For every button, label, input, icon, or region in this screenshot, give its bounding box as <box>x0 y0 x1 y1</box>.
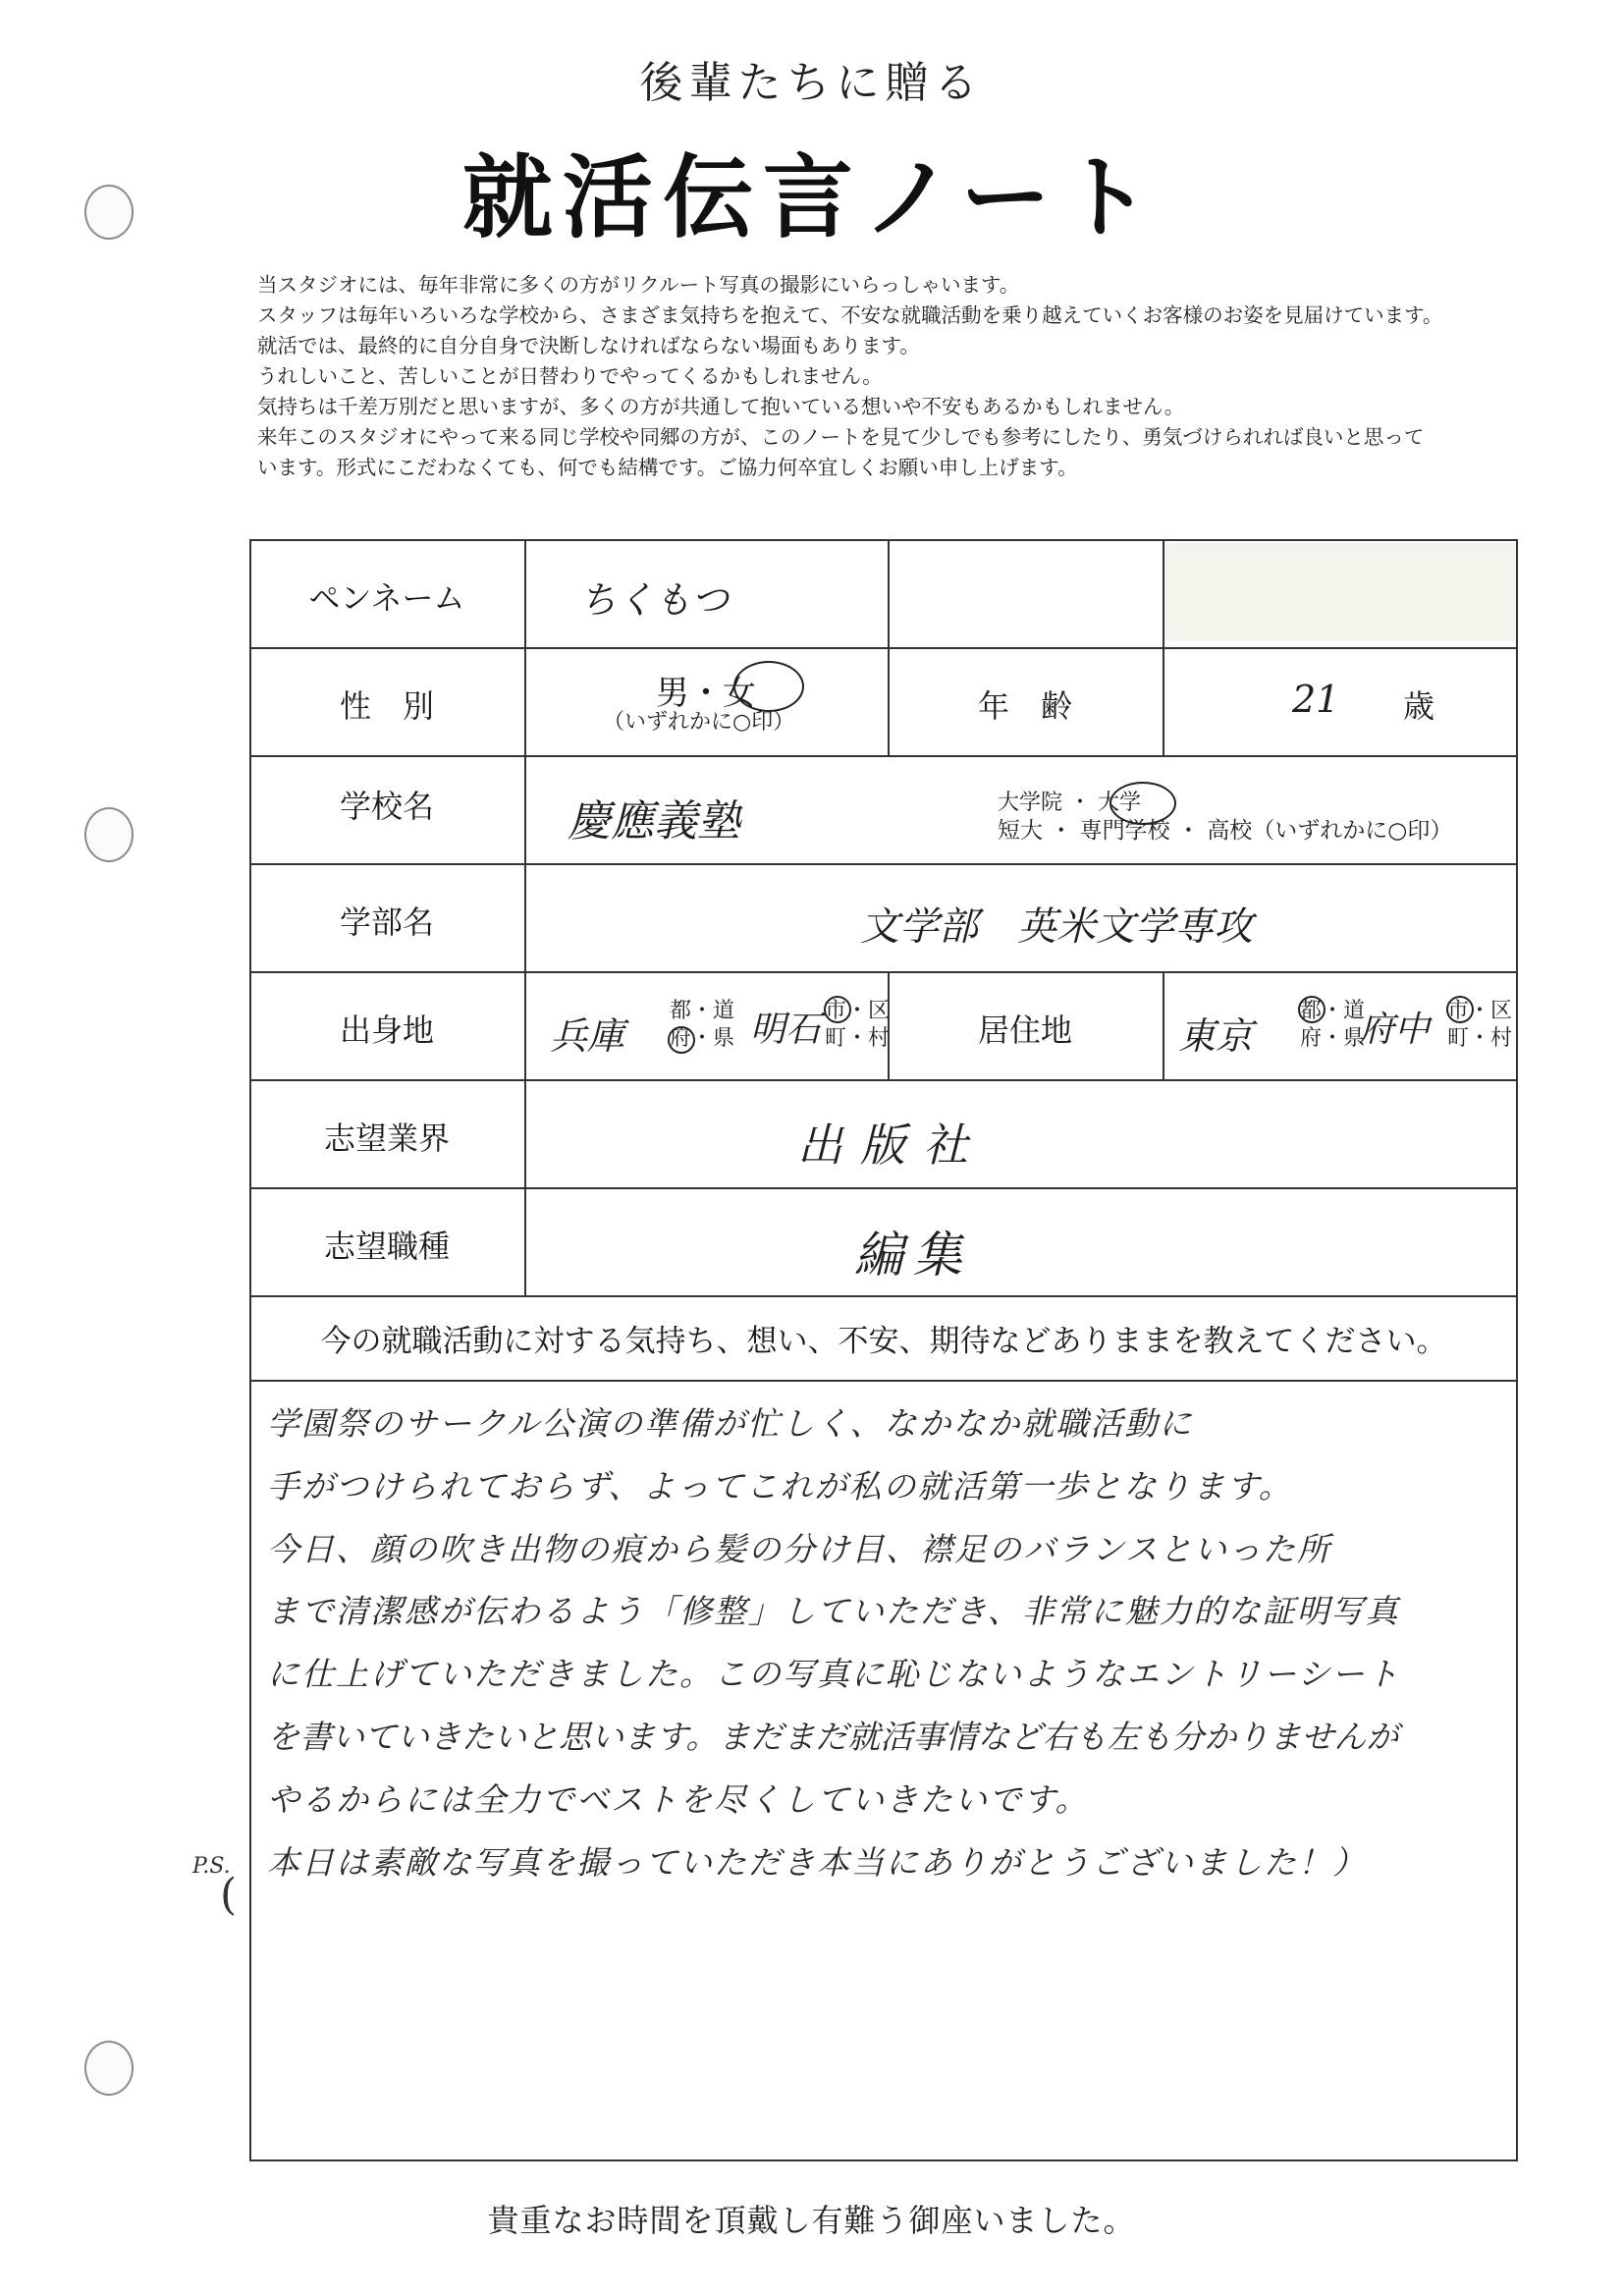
gender-label: 性 別 <box>339 687 434 725</box>
residence-prefecture-suffix: 都・道 府・県 <box>1300 999 1366 1051</box>
essay-line: やるからには全力でベストを尽くしていきたいです。 <box>267 1779 1090 1819</box>
intro-line: 当スタジオには、毎年非常に多くの方がリクルート写真の撮影にいらっしゃいます。 <box>257 273 1020 297</box>
column-divider <box>1163 539 1164 755</box>
school-label: 学校名 <box>339 788 434 825</box>
intro-line: います。形式にこだわなくても、何でも結構です。ご協力何卒宜しくお願い申し上げます。 <box>257 456 1078 479</box>
faculty-value: 文学部 英米文学専攻 <box>860 904 1253 950</box>
residence-label: 居住地 <box>977 1011 1072 1049</box>
industry-value: 出版社 <box>797 1119 986 1172</box>
pen-name-label: ペンネーム <box>308 579 465 617</box>
intro-line: 気持ちは千差万別だと思いますが、多くの方が共通して抱いている想いや不安もあるかもしれません。 <box>257 395 1185 418</box>
school-value: 慶應義塾 <box>568 796 740 847</box>
gender-note: （いずれかに○印） <box>603 710 795 735</box>
residence-city-suffix: 市・区 町・村 <box>1447 999 1513 1051</box>
essay-line: を書いていきたいと思います。まだまだ就活事情など右も左も分かりませんが <box>267 1717 1399 1756</box>
question-prompt: 今の就職活動に対する気持ち、想い、不安、期待などありままを教えてください。 <box>320 1324 1447 1359</box>
row-divider <box>249 1187 1518 1189</box>
row-divider <box>249 1295 1518 1297</box>
pen-name-value: ちくもつ <box>579 578 730 622</box>
intro-text <box>257 270 1593 483</box>
industry-label: 志望業界 <box>323 1120 450 1157</box>
column-divider <box>524 539 526 1295</box>
hometown-prefecture: 兵庫 <box>550 1014 625 1058</box>
hometown-city: 明石 <box>750 1010 822 1050</box>
intro-line: 来年このスタジオにやって来る同じ学校や同郷の方が、このノートを見て少しでも参考にしたり、勇気づけられれば良いと思って <box>257 425 1425 449</box>
residence-prefecture: 東京 <box>1178 1014 1254 1058</box>
row-divider <box>249 863 1518 865</box>
essay-line: 今日、顔の吹き出物の痕から髪の分け目、襟足のバランスといった所 <box>267 1529 1332 1568</box>
row-divider <box>249 1380 1518 1382</box>
essay-line: 学園祭のサークル公演の準備が忙しく、なかなか就職活動に <box>267 1404 1194 1443</box>
redacted-area <box>1164 543 1516 641</box>
hometown-label: 出身地 <box>339 1011 434 1049</box>
age-value: 21 <box>1292 678 1340 721</box>
row-divider <box>249 755 1518 757</box>
page-title: 就活伝言ノート <box>461 145 1162 250</box>
row-divider <box>249 971 1518 973</box>
school-type-line1: 大学院 ・ 大学 <box>998 791 1141 815</box>
intro-line: うれしいこと、苦しいことが日替わりでやってくるかもしれません。 <box>257 364 883 388</box>
ps-bracket: ( <box>220 1870 238 1920</box>
row-divider <box>249 647 1518 649</box>
job-label: 志望職種 <box>323 1228 450 1265</box>
faculty-label: 学部名 <box>339 903 434 941</box>
age-label: 年 齢 <box>977 687 1072 725</box>
age-unit: 歳 <box>1402 687 1434 725</box>
essay-line: 手がつけられておらず、よってこれが私の就活第一歩となります。 <box>267 1466 1293 1505</box>
residence-city: 府中 <box>1359 1010 1431 1050</box>
page-subtitle: 後輩たちに贈る <box>639 58 984 108</box>
punch-hole <box>84 2041 134 2096</box>
selection-circle <box>668 1026 695 1054</box>
essay-line: に仕上げていただきました。この写真に恥じないようなエントリーシート <box>267 1655 1401 1694</box>
essay-answer <box>267 1393 1504 1893</box>
hometown-prefecture-suffix: 都・道 府・県 <box>670 999 735 1051</box>
intro-line: 就活では、最終的に自分自身で決断しなければならない場面もあります。 <box>257 334 920 357</box>
selection-circle <box>1298 996 1325 1023</box>
column-divider <box>1163 971 1164 1079</box>
essay-line: まで清潔感が伝わるよう「修整」していただき、非常に魅力的な証明写真 <box>267 1592 1400 1631</box>
selection-circle <box>1446 996 1474 1023</box>
row-divider <box>249 1079 1518 1081</box>
school-type-line2: 短大 ・ 専門学校 ・ 高校（いずれかに○印） <box>998 818 1453 844</box>
punch-hole <box>84 807 134 862</box>
footer-thanks: 貴重なお時間を頂戴し有難う御座いました。 <box>487 2202 1136 2239</box>
intro-line: スタッフは毎年いろいろな学校から、さまざま気持ちを抱えて、不安な就職活動を乗り越えていくお客様のお姿を見届けています。 <box>257 303 1443 327</box>
essay-line: 本日は素敵な写真を撮っていただき本当にありがとうございました！） <box>267 1842 1367 1882</box>
hometown-city-suffix: 市・区 町・村 <box>825 999 891 1051</box>
ps-marker: P.S. <box>192 1854 231 1879</box>
selection-circle <box>733 661 804 712</box>
selection-circle <box>824 996 851 1023</box>
gender-options: 男・女 <box>656 674 756 713</box>
job-value: 編集 <box>854 1227 972 1284</box>
